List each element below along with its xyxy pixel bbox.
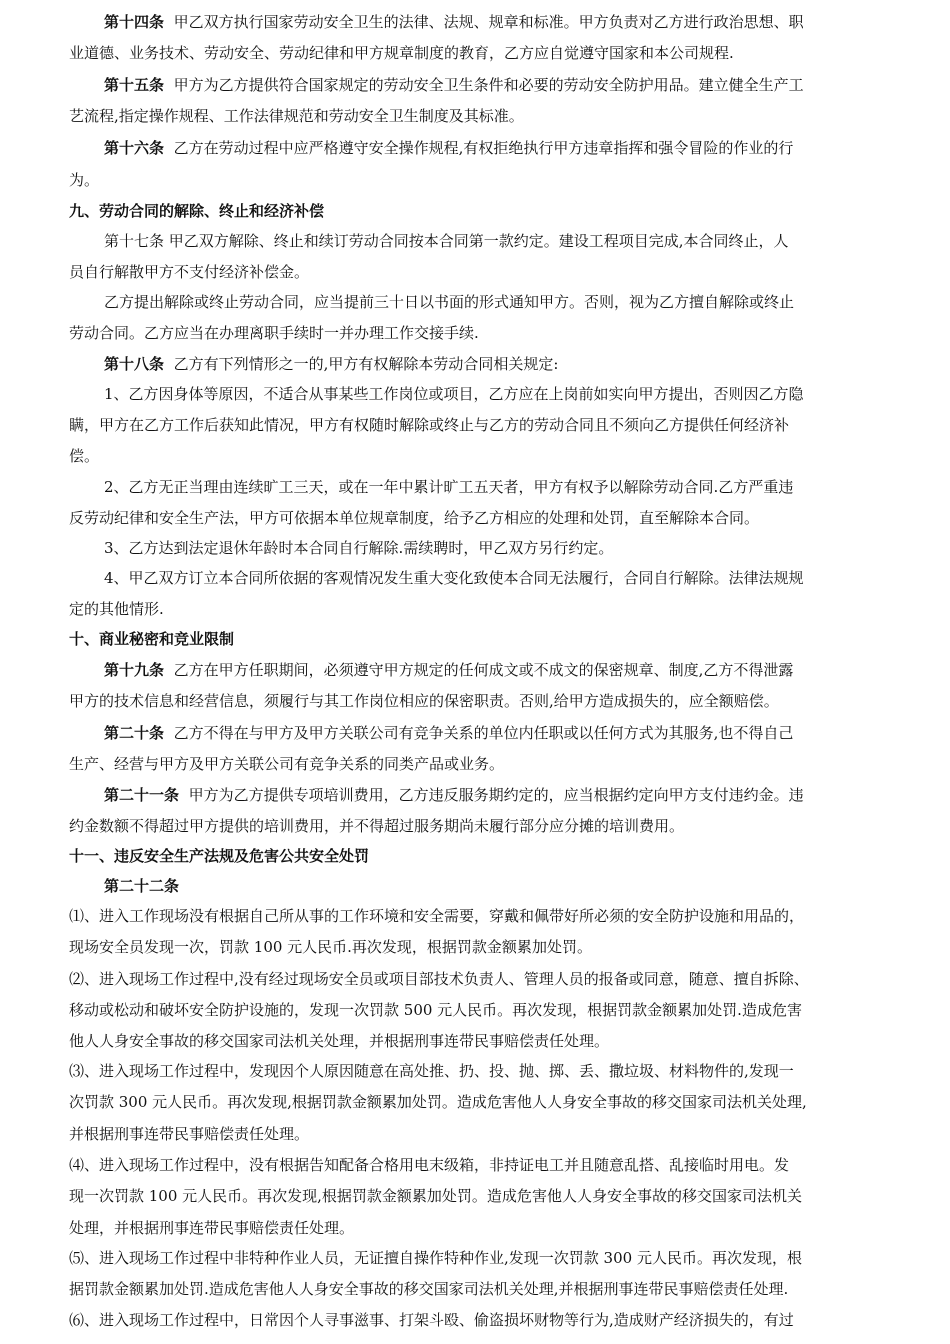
article-21-line-1	[104, 785, 804, 805]
section-9-title: 九、劳动合同的解除、终止和经济补偿	[69, 202, 325, 220]
article-17-line-3: 乙方提出解除或终止劳动合同，应当提前三十日以书面的形式通知甲方。否则，视为乙方擅自解除或终止	[104, 293, 795, 311]
article-14-line-1	[104, 12, 804, 32]
article-22-item-6-line-1: ⑹、进入现场工作过程中，日常因个人寻事滋事、打架斗殴、偷盗损坏财物等行为,造成财产经济损失的，有过	[69, 1311, 794, 1329]
article-19-heading: 第十九条	[104, 661, 165, 679]
article-15-line-1	[104, 75, 804, 95]
section-11-title: 十一、违反安全生产法规及危害公共安全处罚	[69, 847, 370, 865]
article-22-item-4-line-3: 处理，并根据刑事连带民事赔偿责任处理。	[69, 1219, 355, 1237]
article-22-item-2-line-2: 移动或松动和破坏安全防护设施的，发现一次罚款 500 元人民币。再次发现，根据罚款金额累加处罚.造成危害	[69, 1001, 802, 1019]
article-22-item-1-line-1: ⑴、进入工作现场没有根据自己所从事的工作环境和安全需要，穿戴和佩带好所必须的安全防护设施和用品的，	[69, 907, 805, 925]
article-18-item-3-line-1: 3、乙方达到法定退休年龄时本合同自行解除.需续聘时，甲乙双方另行约定。	[104, 539, 614, 557]
article-18-item-4-line-1: 4、甲乙双方订立本合同所依据的客观情况发生重大变化致使本合同无法履行，合同自行解除。法律法规规	[104, 569, 804, 587]
article-22-item-2-line-3: 他人人身安全事故的移交国家司法机关处理，并根据刑事连带民事赔偿责任处理。	[69, 1032, 610, 1050]
article-18-item-1-line-2: 瞒，甲方在乙方工作后获知此情况，甲方有权随时解除或终止与乙方的劳动合同且不须向乙方提供任何经济补	[69, 416, 790, 434]
article-16-text-1: 乙方在劳动过程中应严格遵守安全操作规程,有权拒绝执行甲方违章指挥和强令冒险的作业的行	[173, 139, 794, 157]
article-22-item-4-line-2: 现一次罚款 100 元人民币。再次发现,根据罚款金额累加处罚。造成危害他人人身安全事故的移交国家司法机关	[69, 1187, 802, 1205]
article-19-text-1: 乙方在甲方任职期间，必须遵守甲方规定的任何成文或不成文的保密规章、制度,乙方不得泄露	[173, 661, 794, 679]
article-20-text-1: 乙方不得在与甲方及甲方关联公司有竞争关系的单位内任职或以任何方式为其服务,也不得自己	[173, 724, 794, 742]
article-18-item-1-line-3: 偿。	[69, 447, 100, 465]
article-19-line-2: 甲方的技术信息和经营信息，须履行与其工作岗位相应的保密职责。否则,给甲方造成损失的，应全额赔偿。	[69, 692, 779, 710]
article-14-text-1: 甲乙双方执行国家劳动安全卫生的法律、法规、规章和标准。甲方负责对乙方进行政治思想、职	[173, 13, 804, 31]
article-22-item-3-line-1: ⑶、进入现场工作过程中，发现因个人原因随意在高处推、扔、投、抛、掷、丢、撒垃圾、材料物件的,发现一	[69, 1062, 794, 1080]
article-22-heading: 第二十二条	[104, 877, 180, 895]
article-20-line-1	[104, 723, 793, 743]
article-18-text-1: 乙方有下列情形之一的,甲方有权解除本劳动合同相关规定:	[173, 355, 559, 373]
article-22-item-5-line-2: 据罚款金额累加处罚.造成危害他人人身安全事故的移交国家司法机关处理,并根据刑事连带民事赔偿责任处理.	[69, 1280, 789, 1298]
article-18-line-1	[104, 354, 558, 374]
article-20-line-2: 生产、经营与甲方及甲方关联公司有竞争关系的同类产品或业务。	[69, 755, 505, 773]
article-14-heading: 第十四条	[104, 13, 165, 31]
article-17-line-4: 劳动合同。乙方应当在办理离职手续时一并办理工作交接手续.	[69, 324, 479, 342]
article-22-item-2-line-1: ⑵、进入现场工作过程中,没有经过现场安全员或项目部技术负责人、管理人员的报备或同意，随意、擅自拆除、	[69, 970, 809, 988]
article-18-item-4-line-2: 定的其他情形.	[69, 600, 164, 618]
article-22-item-3-line-2: 次罚款 300 元人民币。再次发现,根据罚款金额累加处罚。造成危害他人人身安全事故的移交国家司法机关处理,	[69, 1093, 807, 1111]
article-14-line-2: 业道德、业务技术、劳动安全、劳动纪律和甲方规章制度的教育，乙方应自觉遵守国家和本公司规程.	[69, 44, 734, 62]
article-18-item-2-line-1: 2、乙方无正当理由连续旷工三天，或在一年中累计旷工五天者，甲方有权予以解除劳动合同.乙方严重违	[104, 478, 794, 496]
article-18-heading: 第十八条	[104, 355, 165, 373]
article-22-item-1-line-2: 现场安全员发现一次，罚款 100 元人民币.再次发现，根据罚款金额累加处罚。	[69, 938, 592, 956]
article-22-item-3-line-3: 并根据刑事连带民事赔偿责任处理。	[69, 1125, 310, 1143]
article-16-line-2: 为。	[69, 171, 100, 189]
article-21-line-2: 约金数额不得超过甲方提供的培训费用，并不得超过服务期尚未履行部分应分摊的培训费用。	[69, 817, 685, 835]
article-17-line-2: 员自行解散甲方不支付经济补偿金。	[69, 263, 310, 281]
article-16-line-1	[104, 138, 793, 158]
article-22-item-4-line-1: ⑷、进入现场工作过程中，没有根据告知配备合格用电末级箱，非持证电工并且随意乱搭、乱接临时用电。发	[69, 1156, 790, 1174]
article-21-text-1: 甲方为乙方提供专项培训费用，乙方违反服务期约定的，应当根据约定向甲方支付违约金。违	[188, 786, 804, 804]
article-15-text-1: 甲方为乙方提供符合国家规定的劳动安全卫生条件和必要的劳动安全防护用品。建立健全生产工	[173, 76, 804, 94]
article-15-line-2: 艺流程,指定操作规程、工作法律规范和劳动安全卫生制度及其标准。	[69, 107, 524, 125]
article-22-item-5-line-1: ⑸、进入现场工作过程中非特种作业人员，无证擅自操作特种作业,发现一次罚款 300 元人民币。再次发现，根	[69, 1249, 802, 1267]
article-21-heading: 第二十一条	[104, 786, 180, 804]
article-20-heading: 第二十条	[104, 724, 165, 742]
article-18-item-1-line-1: 1、乙方因身体等原因，不适合从事某些工作岗位或项目，乙方应在上岗前如实向甲方提出，否则因乙方隐	[104, 385, 804, 403]
article-16-heading: 第十六条	[104, 139, 165, 157]
article-15-heading: 第十五条	[104, 76, 165, 94]
section-10-title: 十、商业秘密和竞业限制	[69, 630, 235, 648]
article-18-item-2-line-2: 反劳动纪律和安全生产法，甲方可依据本单位规章制度，给予乙方相应的处理和处罚，直至解除本合同。	[69, 509, 760, 527]
article-19-line-1	[104, 660, 793, 680]
article-17-line-1: 第十七条 甲乙双方解除、终止和续订劳动合同按本合同第一款约定。建设工程项目完成,本合同终止，人	[104, 232, 789, 250]
